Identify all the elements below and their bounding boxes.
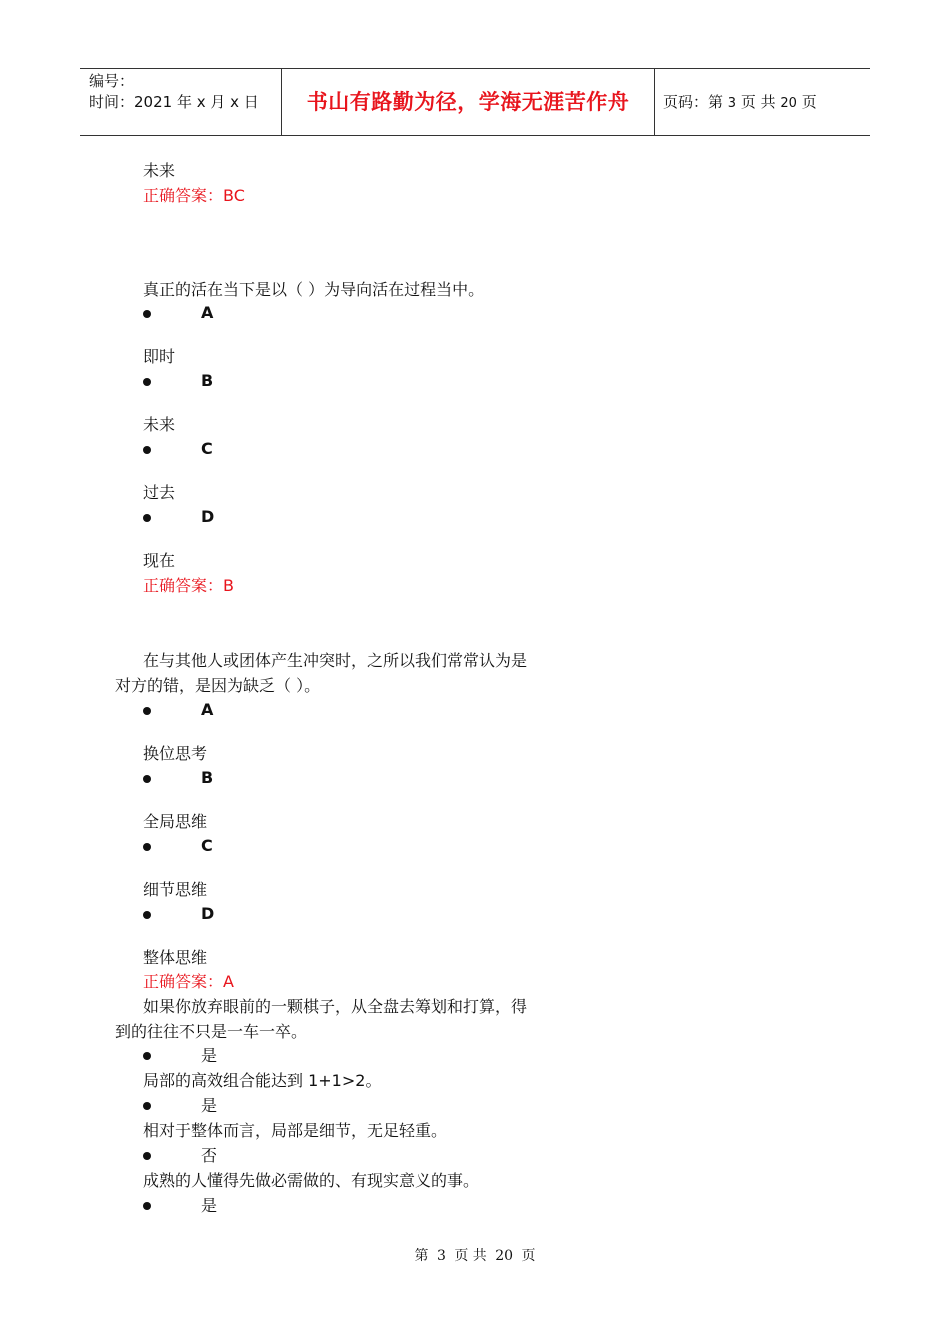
bullet xyxy=(143,310,151,318)
option-letter: A xyxy=(201,700,214,719)
judgment-answer: 是 xyxy=(201,1046,218,1065)
footer-prefix: 第 xyxy=(414,1248,429,1264)
bullet xyxy=(143,446,151,454)
bullet xyxy=(143,514,151,522)
header-page-info xyxy=(655,69,870,135)
judgment-answer: 否 xyxy=(201,1146,218,1165)
bullet xyxy=(143,707,151,715)
page-prefix: 页码：第 xyxy=(663,93,728,111)
option-text: 换位思考 xyxy=(143,744,208,763)
option-letter: C xyxy=(201,836,213,855)
prev-last-option: 未来 xyxy=(143,161,176,180)
page-mid: 页 共 xyxy=(736,93,781,111)
footer-total: 20 xyxy=(495,1248,514,1264)
question-1-text: 真正的活在当下是以（ ）为导向活在过程当中。 xyxy=(143,280,485,299)
option-letter: D xyxy=(201,904,215,923)
option-letter: C xyxy=(201,439,213,458)
judgment-answer: 是 xyxy=(201,1096,218,1115)
header-motto: 书山有路勤为径，学海无涯苦作舟 xyxy=(282,69,655,135)
footer-current: 3 xyxy=(436,1248,446,1264)
bullet xyxy=(143,1052,151,1060)
prev-answer: 正确答案：BC xyxy=(143,186,245,205)
page-footer xyxy=(0,1246,950,1266)
option-text: 未来 xyxy=(143,415,176,434)
bullet xyxy=(143,911,151,919)
option-text: 现在 xyxy=(143,551,176,570)
bullet xyxy=(143,775,151,783)
judgment-2-text: 局部的高效组合能达到 1+1>2。 xyxy=(143,1071,382,1090)
bullet xyxy=(143,843,151,851)
footer-mid: 页 共 xyxy=(454,1248,487,1264)
option-text: 细节思维 xyxy=(143,880,208,899)
question-2-line1: 在与其他人或团体产生冲突时，之所以我们常常认为是 xyxy=(143,651,528,670)
option-letter: A xyxy=(201,303,214,322)
page-header xyxy=(80,68,870,136)
bullet xyxy=(143,1202,151,1210)
question-2-line2: 对方的错，是因为缺乏（ ）。 xyxy=(115,676,321,695)
time-label: 时间：2021 年 x 月 x 日 xyxy=(89,93,259,111)
option-letter: D xyxy=(201,507,215,526)
judgment-answer: 是 xyxy=(201,1196,218,1215)
option-text: 整体思维 xyxy=(143,948,208,967)
option-letter: B xyxy=(201,768,214,787)
option-text: 即时 xyxy=(143,347,176,366)
judgment-4-text: 成熟的人懂得先做必需做的、有现实意义的事。 xyxy=(143,1171,480,1190)
number-label: 编号： xyxy=(89,72,135,90)
judgment-3-text: 相对于整体而言，局部是细节，无足轻重。 xyxy=(143,1121,448,1140)
question-1-answer: 正确答案：B xyxy=(143,576,234,595)
page-suffix: 页 xyxy=(796,93,817,111)
question-2-answer: 正确答案：A xyxy=(143,972,234,991)
page-total: 20 xyxy=(780,96,797,111)
bullet xyxy=(143,1152,151,1160)
judgment-1-line2: 到的往往不只是一车一卒。 xyxy=(115,1022,308,1041)
bullet xyxy=(143,378,151,386)
header-meta xyxy=(80,69,282,135)
option-text: 过去 xyxy=(143,483,176,502)
bullet xyxy=(143,1102,151,1110)
page-current: 3 xyxy=(727,96,737,111)
judgment-1-line1: 如果你放弃眼前的一颗棋子，从全盘去筹划和打算，得 xyxy=(143,997,528,1016)
option-letter: B xyxy=(201,371,214,390)
option-text: 全局思维 xyxy=(143,812,208,831)
footer-suffix: 页 xyxy=(521,1248,536,1264)
